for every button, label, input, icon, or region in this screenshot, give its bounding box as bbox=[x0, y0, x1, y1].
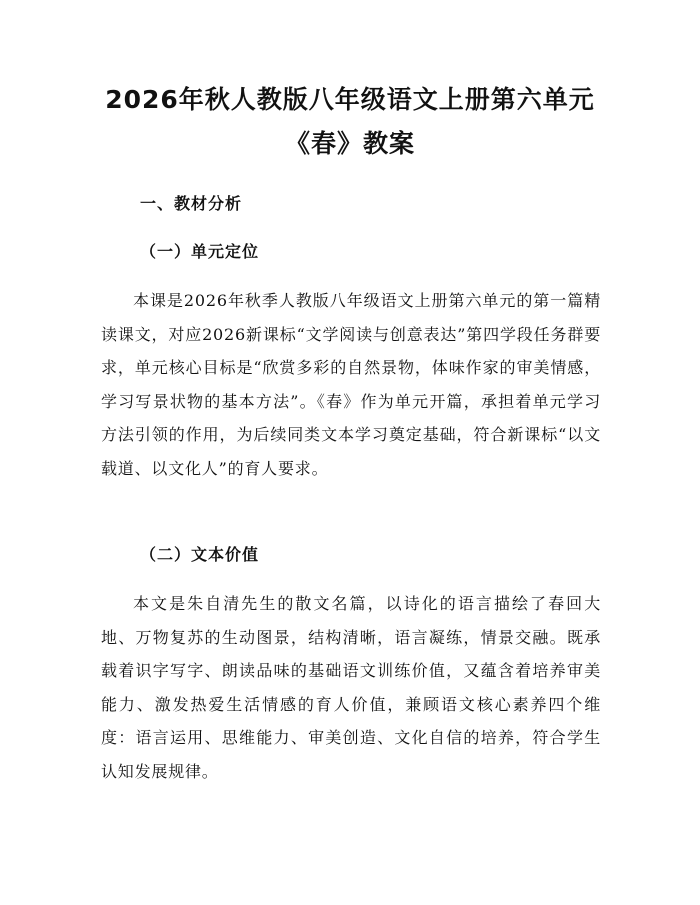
subsection-heading-text-value: （二）文本价值 bbox=[140, 545, 260, 564]
document-title-line-2: 《春》教案 bbox=[284, 129, 415, 158]
paragraph-text-value: 本文是朱自清先生的散文名篇，以诗化的语言描绘了春回大地、万物复苏的生动图景，结构清晰，语言凝练，情景交融。既承载着识字写字、朗读品味的基础语文训练价值，又蕴含着培养审美能力、激发热爱生活情感的育人价值，兼顾语文核心素养四个维度：语言运用、思维能力、审美创造、文化自信的培养，符合学生认知发展规律。 bbox=[101, 594, 601, 781]
document-title-line-1: 2026年秋人教版八年级语文上册第六单元 bbox=[105, 85, 595, 114]
paragraph-unit-positioning: 本课是2026年秋季人教版八年级语文上册第六单元的第一篇精读课文，对应2026新课标“文学阅读与创意表达”第四学段任务群要求，单元核心目标是“欣赏多彩的自然景物，体味作家的审美情感，学习写景状物的基本方法”。《春》作为单元开篇，承担着单元学习方法引领的作用，为后续同类文本学习奠定基础，符合新课标“以文载道、以文化人”的育人要求。 bbox=[101, 291, 601, 478]
subsection-heading-unit-positioning: （一）单元定位 bbox=[140, 242, 260, 261]
section-heading-textbook-analysis: 一、教材分析 bbox=[140, 194, 243, 213]
